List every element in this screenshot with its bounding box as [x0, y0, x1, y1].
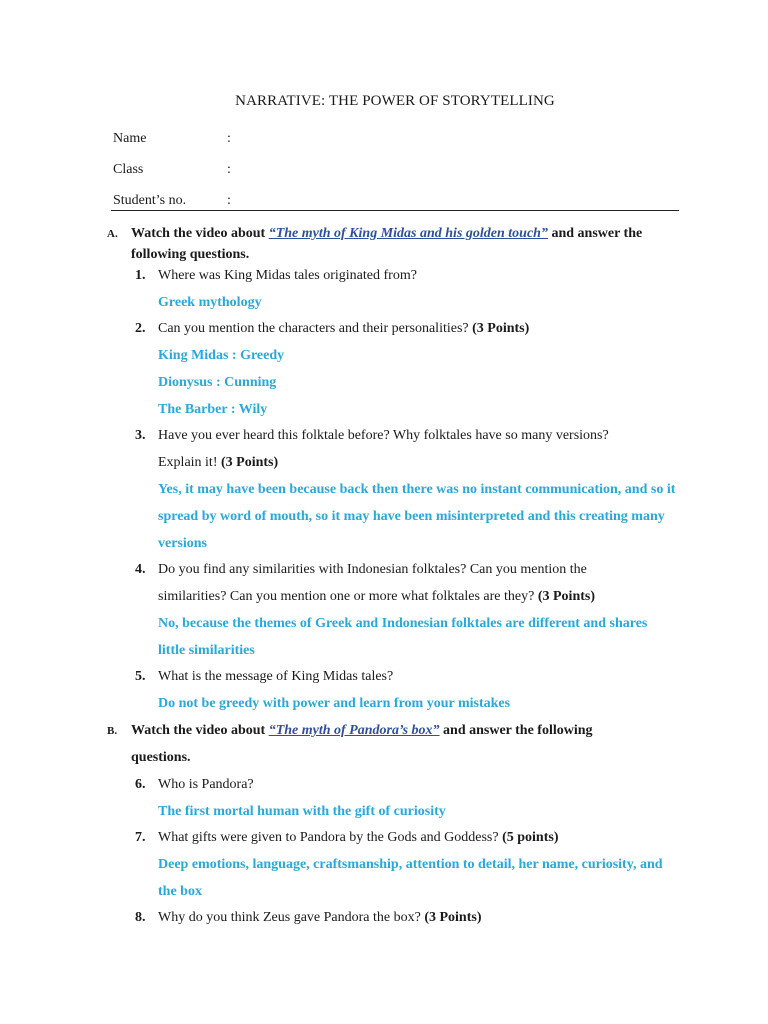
question-5-number: 5.	[135, 669, 146, 684]
answer-2-line-3: The Barber : Wily	[158, 402, 268, 417]
section-b-prefix: Watch the video about	[131, 723, 269, 738]
section-b-instruction	[131, 717, 651, 771]
question-1-number: 1.	[135, 268, 146, 283]
class-label: Class	[113, 162, 144, 177]
answer-2-line-2: Dionysus : Cunning	[158, 375, 277, 390]
answer-1: Greek mythology	[158, 295, 262, 310]
question-2-number: 2.	[135, 321, 146, 336]
question-3-text: Have you ever heard this folktale before? Why folktales have so many versions? Explain it! (3 Points)	[158, 428, 609, 470]
name-colon: :	[227, 131, 231, 146]
question-6-text: Who is Pandora?	[158, 777, 254, 792]
name-label: Name	[113, 131, 147, 146]
question-2-text: Can you mention the characters and their personalities? (3 Points)	[158, 321, 530, 336]
section-a-prefix: Watch the video about	[131, 226, 269, 241]
question-4-text: Do you find any similarities with Indonesian folktales? Can you mention the similarities? Can you mention one or more what folktales are they? (3 Points)	[158, 562, 596, 604]
section-a-instruction	[131, 223, 671, 265]
header-divider	[111, 210, 679, 211]
question-4-number: 4.	[135, 562, 146, 577]
question-1-text: Where was King Midas tales originated from?	[158, 268, 417, 283]
question-6-number: 6.	[135, 777, 146, 792]
question-7-number: 7.	[135, 830, 146, 845]
class-colon: :	[227, 162, 231, 177]
section-a-suffix: and answer the following questions.	[131, 226, 643, 262]
section-a-video-link[interactable]: “The myth of King Midas and his golden touch”	[268, 226, 548, 241]
answer-7: Deep emotions, language, craftsmanship, attention to detail, her name, curiosity, and the box	[158, 857, 663, 899]
question-8-number: 8.	[135, 910, 146, 925]
answer-3: Yes, it may have been because back then there was no instant communication, and so it spread by word of mouth, so it may have been misinterpreted and this creating many versions	[158, 482, 676, 551]
answer-2-line-1: King Midas : Greedy	[158, 348, 285, 363]
question-3-number: 3.	[135, 428, 146, 443]
page-title: NARRATIVE: THE POWER OF STORYTELLING	[235, 93, 555, 109]
question-8-text: Why do you think Zeus gave Pandora the box? (3 Points)	[158, 910, 482, 925]
student-number-label: Student’s no.	[113, 193, 187, 208]
answer-5: Do not be greedy with power and learn from your mistakes	[158, 696, 511, 711]
question-5-text: What is the message of King Midas tales?	[158, 669, 394, 684]
section-b-video-link[interactable]: “The myth of Pandora’s box”	[268, 723, 440, 738]
answer-4: No, because the themes of Greek and Indonesian folktales are different and shares little similarities	[158, 616, 648, 658]
student-number-colon: :	[227, 193, 231, 208]
answer-6: The first mortal human with the gift of curiosity	[158, 804, 446, 819]
section-b-suffix: and answer the following questions.	[131, 723, 593, 765]
section-a-letter: A.	[107, 228, 118, 240]
question-7-text: What gifts were given to Pandora by the Gods and Goddess? (5 points)	[158, 830, 559, 845]
section-b-letter: B.	[107, 725, 118, 737]
